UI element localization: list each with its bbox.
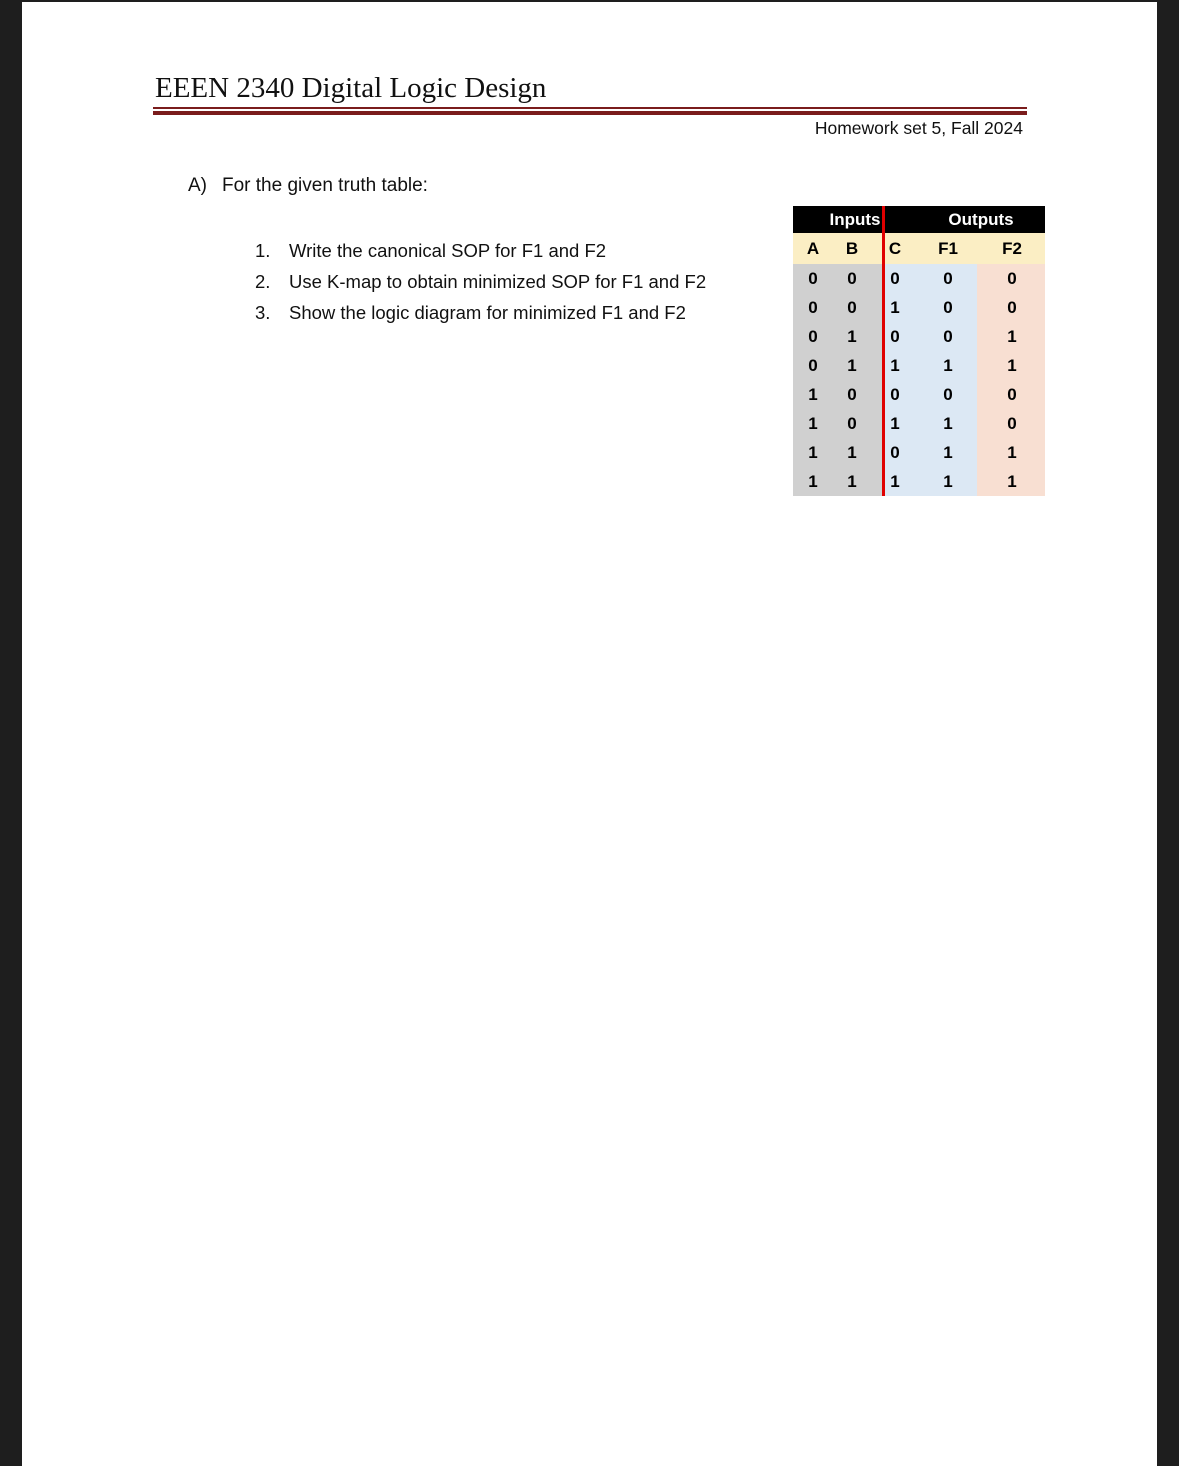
cell-f2: 0 (1007, 268, 1017, 288)
cell-f1: 1 (943, 442, 953, 462)
task-item (255, 299, 706, 330)
cell-f2: 1 (1007, 326, 1017, 346)
cell-b: 1 (847, 471, 857, 491)
cell-a: 0 (808, 297, 818, 317)
header-rule-thin (153, 107, 1027, 109)
cell-f1: 0 (943, 268, 953, 288)
cell-b: 1 (847, 442, 857, 462)
cell-b: 0 (847, 268, 857, 288)
cell-a: 1 (808, 471, 818, 491)
cell-f1: 1 (943, 355, 953, 375)
cell-f2: 0 (1007, 384, 1017, 404)
column-header-f2: F2 (1002, 238, 1022, 258)
section-a-heading (188, 175, 428, 197)
column-header-b: B (845, 238, 859, 258)
cell-f2: 1 (1007, 355, 1017, 375)
cell-f1: 0 (943, 326, 953, 346)
task-text: Use K-map to obtain minimized SOP for F1 and F2 (289, 271, 707, 292)
truth-table (793, 206, 1045, 496)
cell-f1: 1 (943, 413, 953, 433)
task-item (255, 268, 706, 299)
task-text: Write the canonical SOP for F1 and F2 (289, 240, 607, 261)
cell-f1: 0 (943, 384, 953, 404)
cell-c: 1 (890, 297, 900, 317)
header-rule-thick (153, 111, 1027, 115)
section-a-text: For the given truth table: (222, 175, 428, 196)
cell-f1: 1 (943, 471, 953, 491)
cell-a: 0 (808, 355, 818, 375)
task-list (255, 237, 706, 330)
inputs-group-header: Inputs (829, 209, 881, 229)
cell-a: 1 (808, 384, 818, 404)
outputs-group-header: Outputs (948, 209, 1014, 229)
task-text: Show the logic diagram for minimized F1 and F2 (289, 302, 686, 323)
cell-a: 1 (808, 413, 818, 433)
cell-f2: 1 (1007, 471, 1017, 491)
cell-a: 0 (808, 326, 818, 346)
homework-subtitle: Homework set 5, Fall 2024 (814, 118, 1023, 138)
task-number: 1. (255, 240, 271, 261)
column-header-c: C (888, 238, 902, 258)
cell-f1: 0 (943, 297, 953, 317)
section-a-marker: A) (188, 175, 207, 196)
task-item (255, 237, 706, 268)
column-header-f1: F1 (938, 238, 958, 258)
cell-f2: 1 (1007, 442, 1017, 462)
cell-c: 1 (890, 355, 900, 375)
cell-c: 1 (890, 471, 900, 491)
cell-b: 1 (847, 326, 857, 346)
column-header-a: A (806, 238, 820, 258)
cell-a: 1 (808, 442, 818, 462)
cell-c: 0 (890, 384, 900, 404)
cell-a: 0 (808, 268, 818, 288)
cell-f2: 0 (1007, 297, 1017, 317)
document-page (22, 2, 1157, 1466)
cell-b: 1 (847, 355, 857, 375)
cell-f2: 0 (1007, 413, 1017, 433)
cell-c: 0 (890, 268, 900, 288)
cell-c: 0 (890, 326, 900, 346)
task-number: 2. (255, 271, 271, 292)
cell-b: 0 (847, 297, 857, 317)
cell-b: 0 (847, 413, 857, 433)
cell-b: 0 (847, 384, 857, 404)
course-title: EEEN 2340 Digital Logic Design (155, 72, 547, 104)
cell-c: 0 (890, 442, 900, 462)
cell-c: 1 (890, 413, 900, 433)
task-number: 3. (255, 302, 271, 323)
